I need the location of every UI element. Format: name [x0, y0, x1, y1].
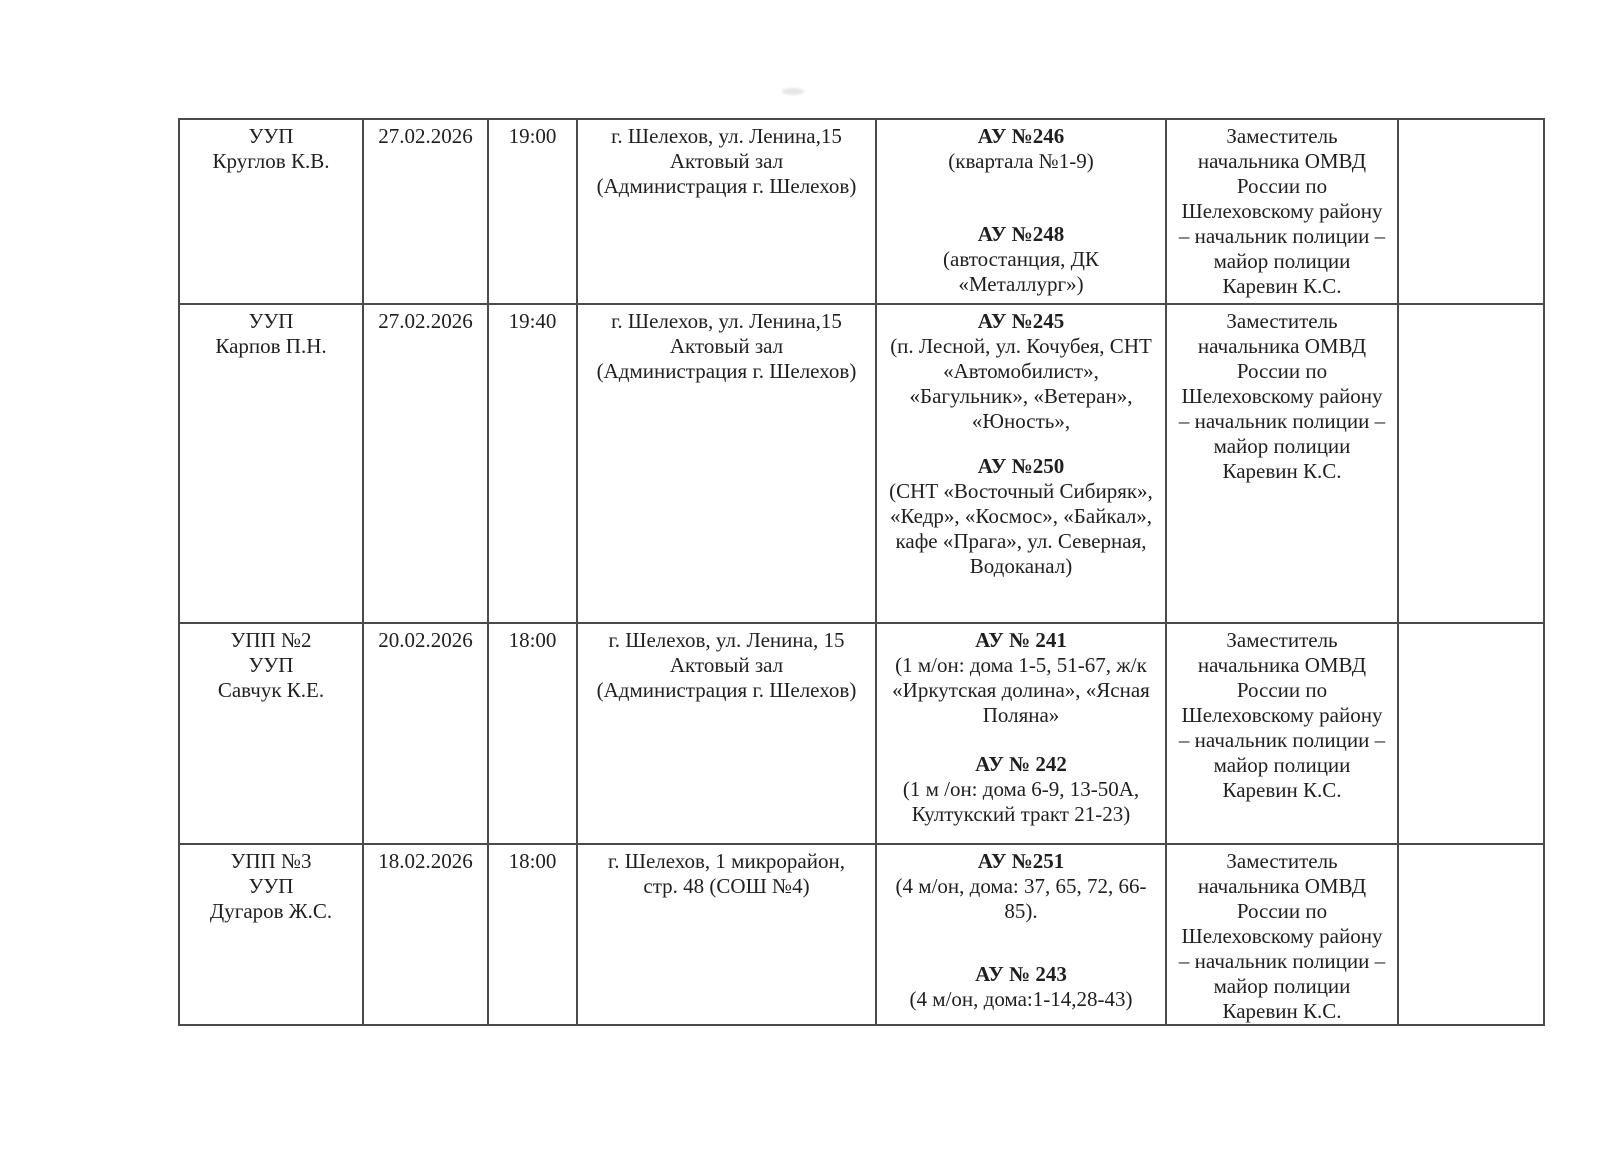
location-cell: г. Шелехов, 1 микрорайон, стр. 48 (СОШ №4) [577, 844, 876, 1025]
table-row [179, 844, 1544, 1025]
area-block [883, 124, 1159, 174]
notes-cell [1398, 304, 1544, 623]
areas-cell [876, 623, 1166, 844]
area-block [883, 454, 1159, 579]
area-number: АУ №245 [977, 309, 1065, 333]
areas-cell [876, 844, 1166, 1025]
area-number: АУ №246 [977, 124, 1065, 148]
time-cell: 19:00 [488, 119, 577, 304]
area-number: АУ № 241 [975, 628, 1067, 652]
time-cell: 19:40 [488, 304, 577, 623]
location-cell: г. Шелехов, ул. Ленина,15 Актовый зал (Администрация г. Шелехов) [577, 119, 876, 304]
notes-cell [1398, 844, 1544, 1025]
area-description: (п. Лесной, ул. Кочубея, СНТ «Автомобилист», «Багульник», «Ветеран», «Юность», [890, 334, 1152, 433]
officer-name: Круглов К.В. [212, 149, 330, 173]
area-description: (квартала №1-9) [948, 149, 1094, 173]
officer-name: Карпов П.Н. [215, 334, 327, 358]
date-cell: 27.02.2026 [363, 119, 488, 304]
area-description: (4 м/он, дома: 37, 65, 72, 66-85). [895, 874, 1147, 923]
schedule-table [178, 118, 1545, 1026]
precinct-label: УПП №2 [230, 628, 312, 652]
date-cell: 20.02.2026 [363, 623, 488, 844]
area-description: (1 м/он: дома 1-5, 51-67, ж/к «Иркутская долина», «Ясная Поляна» [892, 653, 1150, 727]
officer-name: Дугаров Ж.С. [209, 899, 333, 923]
precinct-label: УПП №3 [230, 849, 312, 873]
areas-cell [876, 119, 1166, 304]
table-row [179, 304, 1544, 623]
date-cell: 18.02.2026 [363, 844, 488, 1025]
officer-cell [179, 623, 363, 844]
area-description: (1 м /он: дома 6-9, 13-50А, Култукский тракт 21-23) [902, 777, 1140, 826]
areas-cell [876, 304, 1166, 623]
time-cell: 18:00 [488, 844, 577, 1025]
area-number: АУ № 243 [975, 962, 1067, 986]
officer-title: УУП [248, 653, 294, 677]
notes-cell [1398, 119, 1544, 304]
location-cell: г. Шелехов, ул. Ленина, 15 Актовый зал (Администрация г. Шелехов) [577, 623, 876, 844]
area-block [883, 849, 1159, 924]
date-cell: 27.02.2026 [363, 304, 488, 623]
official-cell: Заместитель начальника ОМВД России по Шелеховскому району – начальник полиции – майор полиции Каревин К.С. [1166, 304, 1398, 623]
area-block [883, 222, 1159, 297]
officer-title: УУП [248, 124, 294, 148]
officer-title: УУП [248, 874, 294, 898]
area-description: (СНТ «Восточный Сибиряк», «Кедр», «Космос», «Байкал», кафе «Прага», ул. Северная, Водоканал) [889, 479, 1153, 578]
official-cell: Заместитель начальника ОМВД России по Шелеховскому району – начальник полиции – майор полиции Каревин К.С. [1166, 844, 1398, 1025]
officer-name: Савчук К.Е. [217, 678, 325, 702]
officer-title: УУП [248, 309, 294, 333]
officer-cell [179, 119, 363, 304]
area-description: (автостанция, ДК «Металлург») [943, 247, 1099, 296]
area-number: АУ №251 [977, 849, 1065, 873]
officer-cell [179, 304, 363, 623]
official-cell: Заместитель начальника ОМВД России по Шелеховскому району – начальник полиции – майор полиции Каревин К.С. [1166, 119, 1398, 304]
area-number: АУ № 242 [975, 752, 1067, 776]
area-block [883, 309, 1159, 434]
time-cell: 18:00 [488, 623, 577, 844]
table-row [179, 623, 1544, 844]
area-block [883, 962, 1159, 1012]
area-description: (4 м/он, дома:1-14,28-43) [909, 987, 1133, 1011]
location-cell: г. Шелехов, ул. Ленина,15 Актовый зал (Администрация г. Шелехов) [577, 304, 876, 623]
area-block [883, 752, 1159, 827]
area-block [883, 628, 1159, 728]
official-cell: Заместитель начальника ОМВД России по Шелеховскому району – начальник полиции – майор полиции Каревин К.С. [1166, 623, 1398, 844]
scan-smudge-artifact [782, 88, 804, 95]
area-number: АУ №248 [977, 222, 1065, 246]
notes-cell [1398, 623, 1544, 844]
officer-cell [179, 844, 363, 1025]
area-number: АУ №250 [977, 454, 1065, 478]
table-row [179, 119, 1544, 304]
